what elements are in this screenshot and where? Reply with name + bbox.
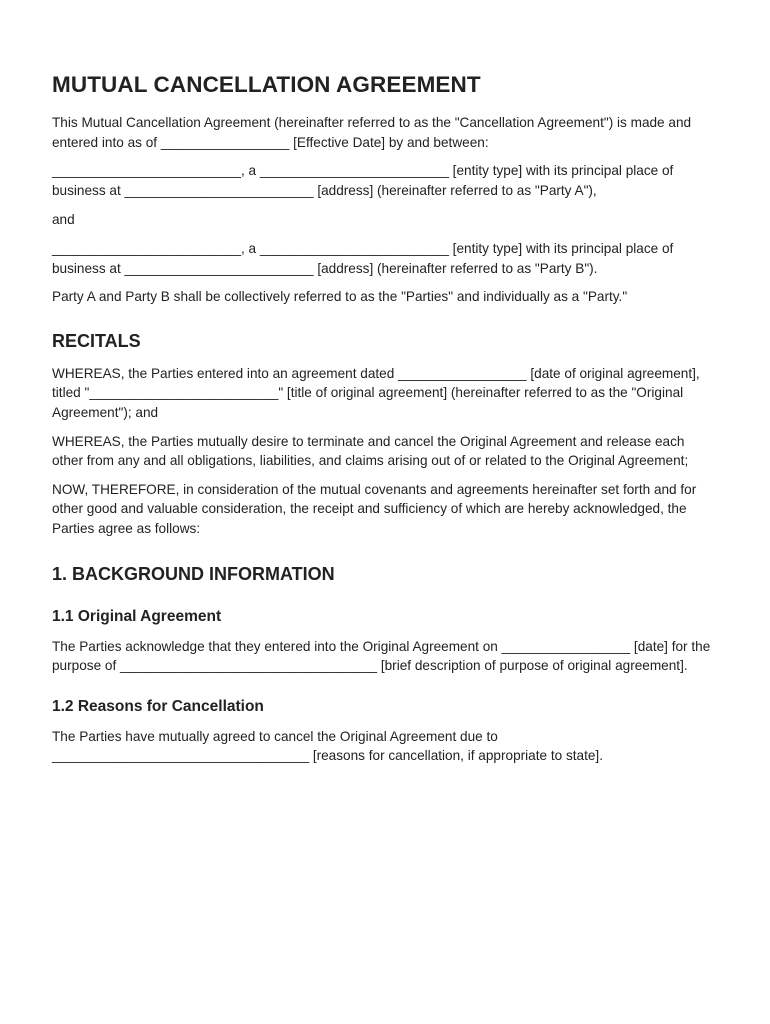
section-1-2-heading: 1.2 Reasons for Cancellation (52, 697, 264, 715)
section-1-2-paragraph: The Parties have mutually agreed to cancel the Original Agreement due to __________________________________ [reasons for cancellation, if appropriate to state]. (52, 728, 603, 764)
section-1-heading: 1. BACKGROUND INFORMATION (52, 563, 335, 584)
whereas-2-paragraph: WHEREAS, the Parties mutually desire to terminate and cancel the Original Agreement and release each other from any and all obligations, liabilities, and claims arising out of or related to the Original Agreement; (52, 433, 689, 469)
party-b-paragraph: _________________________, a _________________________ [entity type] with its principal place of business at _________________________ [address] (hereinafter referred to as "Party B"). (52, 240, 674, 276)
section-1-1-paragraph: The Parties acknowledge that they entered into the Original Agreement on _________________ [date] for the purpose of __________________________________ [brief description of purpose of original agreement]. (52, 638, 711, 674)
and-paragraph: and (52, 212, 75, 228)
document-title: MUTUAL CANCELLATION AGREEMENT (52, 72, 481, 97)
section-1-1-heading: 1.1 Original Agreement (52, 607, 222, 625)
party-a-paragraph: _________________________, a _________________________ [entity type] with its principal place of business at _________________________ [address] (hereinafter referred to as "Party A"), (52, 163, 674, 198)
recitals-heading: RECITALS (52, 330, 141, 351)
intro-paragraph: This Mutual Cancellation Agreement (hereinafter referred to as the "Cancellation Agreement") is made and entered into as of _________________ [Effective Date] by and between: (52, 115, 692, 150)
parties-definition-paragraph: Party A and Party B shall be collectively referred to as the "Parties" and individually as a "Party." (52, 289, 628, 305)
document-page (52, 70, 717, 766)
now-therefore-paragraph: NOW, THEREFORE, in consideration of the mutual covenants and agreements hereinafter set forth and for other good and valuable consideration, the receipt and sufficiency of which are hereby acknowledged, the Parties agree as follows: (52, 481, 697, 536)
whereas-1-paragraph: WHEREAS, the Parties entered into an agreement dated _________________ [date of original agreement], titled "_________________________" [title of original agreement] (hereinafter referred to as the "Original Agreement"); and (52, 365, 700, 420)
